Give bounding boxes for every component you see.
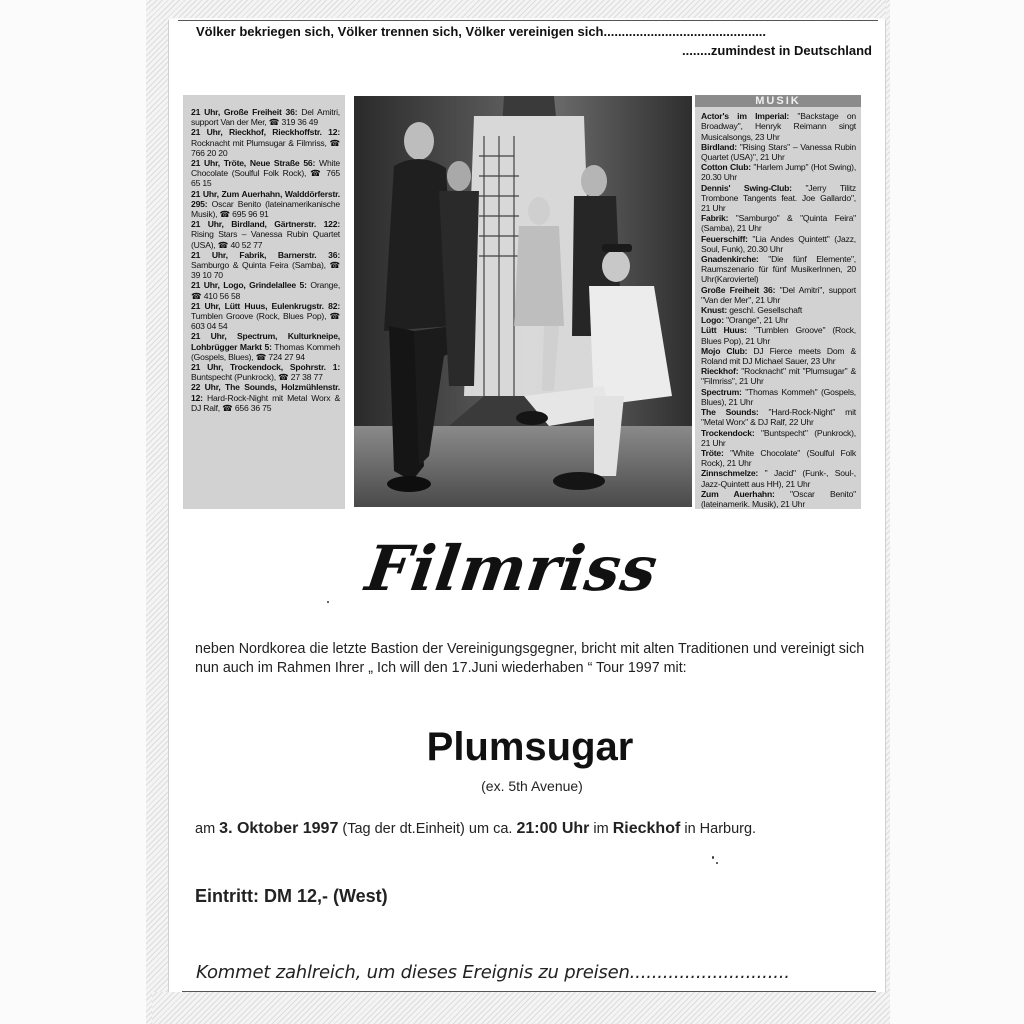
band-photo-illustration [354, 96, 692, 507]
intro-paragraph: neben Nordkorea die letzte Bastion der Vereinigungsgegner, bricht mit alten Traditionen und vereinigt sich nun auch im Rahmen Ihrer „ Ich will den 17.Juni wiederhaben “ Tour 1997 mit: [195, 641, 865, 676]
event-time: 21:00 Uhr [516, 820, 590, 837]
header-line-1: Völker bekriegen sich, Völker trennen sich, Völker vereinigen sich............................................. [196, 24, 767, 39]
top-rule [178, 20, 878, 21]
clipping-entry: 21 Uhr, Rieckhof, Rieckhoffstr. 12: Rocknacht mit Plumsugar & Filmriss, ☎ 766 20 20 [191, 127, 340, 158]
clipping-entry: Trockendock: "Buntspecht" (Punkrock), 21 Uhr [701, 427, 856, 448]
clipping-entry: 21 Uhr, Logo, Grindelallee 5: Orange, ☎ 410 56 58 [191, 280, 341, 301]
clipping-entry: 21 Uhr, Große Freiheit 36: Del Amitri, support Van der Mer, ☎ 319 36 49 [191, 107, 340, 128]
band-photo [354, 96, 692, 507]
clipping-entry: 21 Uhr, Spectrum, Kulturkneipe, Lohbrügger Markt 5: Thomas Kommeh (Gospels, Blues), ☎ 724 27 94 [191, 331, 340, 362]
event-date-line: am 3. Oktober 1997 (Tag der dt.Einheit) um ca. 21:00 Uhr im Rieckhof in Harburg. [195, 820, 757, 837]
clipping-entry: The Sounds: "Hard-Rock-Night" mit "Metal Worx" & DJ Ralf, 22 Uhr [701, 407, 856, 428]
clipping-entry: Fabrik: "Samburgo" & "Quinta Feira" (Samba), 21 Uhr [701, 213, 856, 234]
event-venue: Rieckhof [612, 820, 681, 837]
left-margin-hatching [146, 0, 170, 1024]
clipping-entry: Logo: "Orange", 21 Uhr [701, 315, 789, 326]
top-margin-hatching [152, 0, 886, 18]
clipping-entry: Actor's im Imperial: "Backstage on Broadway", Henryk Reimann singt Musicalsongs, 23 Uhr [701, 111, 857, 142]
clipping-entry: Zum Auerhahn: "Oscar Benito" (lateinamerik. Musik), 21 Uhr [701, 488, 857, 509]
headliner-subtitle: (ex. 5th Avenue) [481, 778, 583, 794]
clipping-entry: Mojo Club: DJ Fierce meets Dom & Roland mit DJ Michael Sauer, 23 Uhr [701, 345, 856, 367]
closing-line: Kommet zahlreich, um dieses Ereignis zu preisen............................. [196, 962, 790, 983]
clipping-entry: Cotton Club: "Harlem Jump" (Hot Swing), 20.30 Uhr [701, 162, 857, 183]
event-date: 3. Oktober 1997 [219, 820, 339, 837]
clipping-entry: 21 Uhr, Zum Auerhahn, Walddörferstr. 295: Oscar Benito (lateinamerikanische Musik), ☎ 695 96 91 [191, 188, 340, 220]
bottom-rule [182, 991, 876, 992]
clipping-entry: Feuerschiff: "Lia Andes Quintett" (Jazz, Soul, Funk), 20.30 Uhr [701, 233, 856, 254]
clipping-entry: Birdland: "Rising Stars" – Vanessa Rubin Quartet (USA)", 21 Uhr [701, 141, 856, 163]
headliner-title: Plumsugar [426, 725, 634, 769]
clipping-entry: 21 Uhr, Lütt Huus, Eulenkrugstr. 82: Tumblen Groove (Rock, Blues Pop), ☎ 603 04 54 [191, 300, 340, 332]
band-title-filmriss: Filmriss [361, 532, 663, 605]
clipping-entry: Spectrum: "Thomas Kommeh" (Gospels, Blues), 21 Uhr [701, 386, 856, 407]
scan-speck [716, 862, 718, 864]
clipping-entry: Knust: geschl. Gesellschaft [701, 305, 803, 316]
clipping-entry: 21 Uhr, Trockendock, Spohrstr. 1: Buntspecht (Punkrock), ☎ 27 38 77 [191, 362, 340, 383]
clipping-entry: 21 Uhr, Birdland, Gärtnerstr. 122: Rising Stars – Vanessa Rubin Quartet (USA), ☎ 40 52 77 [191, 219, 340, 250]
clipping-entry: 21 Uhr, Fabrik, Barnerstr. 36: Samburgo & Quinta Feira (Samba), ☎ 39 10 70 [191, 249, 340, 281]
clipping-right-column [695, 95, 861, 509]
scan-speck [327, 601, 329, 603]
header-line-2: ........zumindest in Deutschland [682, 43, 872, 58]
clipping-entry: Lütt Huus: "Tumblen Groove" (Rock, Blues Pop), 21 Uhr [701, 325, 856, 346]
clipping-entry: Gnadenkirche: "Die fünf Elemente", Raumszenario für fünf MusikerInnen, 20 Uhr(Karoviertel) [701, 254, 856, 285]
clipping-entry: Dennis' Swing-Club: "Jerry Tilitz Trombone Tangents feat. Joe Gallardo", 21 Uhr [701, 182, 857, 214]
scan-speck [712, 856, 714, 859]
clipping-entry: 21 Uhr, Tröte, Neue Straße 56: White Chocolate (Soulful Folk Rock), ☎ 765 65 15 [191, 158, 341, 189]
clipping-entry: Tröte: "White Chocolate" (Soulful Folk Rock), 21 Uhr [701, 447, 856, 469]
clipping-entry: 22 Uhr, The Sounds, Holzmühlenstr. 12: Hard-Rock-Night mit Metal Worx & DJ Ralf, ☎ 656 36 75 [191, 382, 340, 413]
bottom-margin-hatching [152, 992, 886, 1024]
clipping-section-heading: MUSIK [695, 95, 861, 107]
admission-price: Eintritt: DM 12,- (West) [195, 886, 388, 906]
clipping-entry: Rieckhof: "Rocknacht" mit "Plumsugar" & "Filmriss", 21 Uhr [701, 366, 856, 387]
clipping-left-column [183, 95, 345, 509]
clipping-entry: Zinnschmelze: " Jacid" (Funk-, Soul-, Jazz-Quintett aus HH), 21 Uhr [701, 468, 856, 489]
clipping-entry: Große Freiheit 36: "Del Amitri", support "Van der Mer", 21 Uhr [701, 284, 856, 305]
